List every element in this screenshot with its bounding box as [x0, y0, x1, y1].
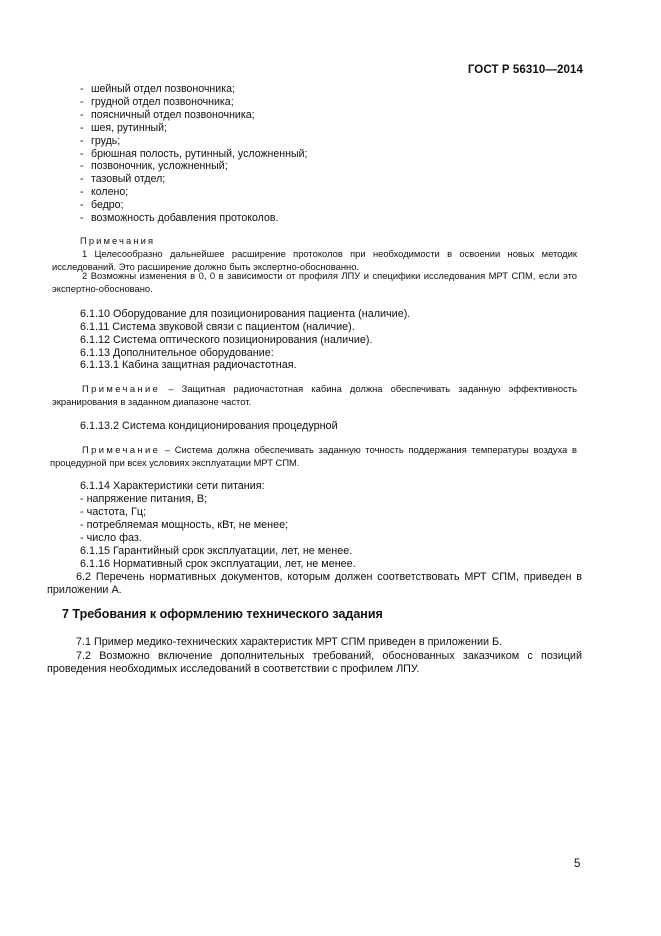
note-text: – Система должна обеспечивать заданную точность поддержания температуры воздуха в процедурной при всех условиях эксплуатации МРТ СПМ.	[50, 444, 577, 468]
page-number: 5	[574, 858, 581, 870]
note-label: Примечание	[82, 444, 161, 455]
list-item: - поясничный отдел позвоночника;	[80, 108, 255, 121]
section-7-heading: 7 Требования к оформлению технического задания	[62, 607, 383, 621]
list-item: - позвоночник, усложненный;	[80, 160, 228, 173]
list-item: - бедро;	[80, 199, 124, 212]
item-6-1-13-2: 6.1.13.2 Система кондиционирования процедурной	[80, 420, 338, 432]
item-6-1-13: 6.1.13 Дополнительное оборудование:	[80, 347, 274, 359]
list-item: - грудной отдел позвоночника;	[80, 95, 234, 108]
paragraph-7-2: 7.2 Возможно включение дополнительных требований, обоснованных заказчиком с позиций проведения необходимых исследований в соответствии с профилем ЛПУ.	[47, 650, 582, 676]
note-shielded-cabin	[52, 383, 577, 408]
document-number: ГОСТ Р 56310—2014	[467, 64, 583, 76]
item-6-1-13-1: 6.1.13.1 Кабина защитная радиочастотная.	[80, 359, 297, 371]
item-6-1-14: 6.1.14 Характеристики сети питания:	[80, 480, 265, 492]
phase-count: - число фаз.	[80, 532, 142, 544]
protocol-list	[80, 83, 307, 225]
item-6-1-11: 6.1.11 Система звуковой связи с пациентом (наличие).	[80, 321, 355, 333]
list-item: - шейный отдел позвоночника;	[80, 83, 235, 95]
list-item: - шея, рутинный;	[80, 121, 168, 134]
notes-title: Примечания	[80, 235, 156, 246]
note-2: 2 Возможны изменения в 0, 0 в зависимости от профиля ЛПУ и специфики исследования МРТ СПМ, если это экспертно-обосновано.	[52, 270, 577, 294]
item-6-1-15: 6.1.15 Гарантийный срок эксплуатации, лет, не менее.	[80, 545, 353, 557]
list-item: - возможность добавления протоколов.	[80, 212, 279, 225]
note-1: 1 Целесообразно дальнейшее расширение протоколов при необходимости в освоении новых методик исследований. Это расширение должно быть экспертно-обоснованно.	[52, 248, 577, 272]
power-consumption: - потребляемая мощность, кВт, не менее;	[80, 519, 289, 531]
list-item: - грудь;	[80, 134, 121, 147]
item-6-1-16: 6.1.16 Нормативный срок эксплуатации, лет, не менее.	[80, 558, 356, 570]
list-item: - тазовый отдел;	[80, 173, 166, 186]
list-item: - колено;	[80, 186, 129, 199]
item-6-2: 6.2 Перечень нормативных документов, которым должен соответствовать МРТ СПМ, приведен в приложении А.	[47, 571, 582, 597]
power-frequency: - частота, Гц;	[80, 506, 147, 518]
item-6-1-10: 6.1.10 Оборудование для позиционирования пациента (наличие).	[80, 308, 411, 320]
note-label: Примечание	[82, 383, 161, 394]
note-air-conditioning	[50, 444, 577, 469]
list-item: - брюшная полость, рутинный, усложненный;	[80, 147, 308, 160]
power-voltage: - напряжение питания, В;	[80, 493, 208, 505]
paragraph-7-1: 7.1 Пример медико-технических характеристик МРТ СПМ приведен в приложении Б.	[76, 636, 503, 648]
note-text: – Защитная радиочастотная кабина должна обеспечивать заданную эффективность экранирования в заданном диапазоне частот.	[52, 383, 577, 407]
item-6-1-12: 6.1.12 Система оптического позиционирования (наличие).	[80, 334, 373, 346]
